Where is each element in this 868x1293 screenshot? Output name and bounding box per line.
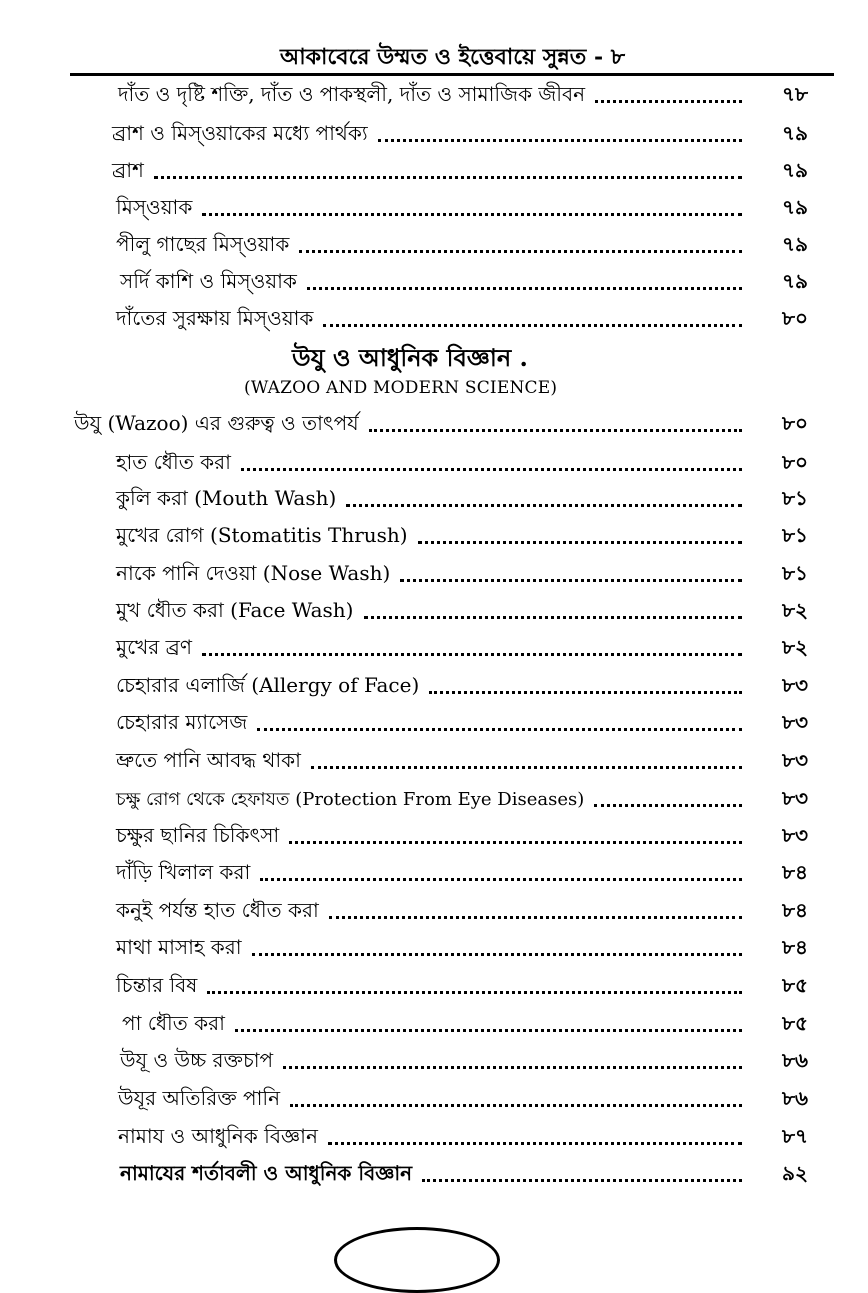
dot-leader (422, 1179, 742, 1182)
toc-entry-title: নাকে পানি দেওয়া (Nose Wash) (116, 560, 391, 585)
toc-entry-page: ৮৩ (782, 709, 808, 734)
toc-entry-page: ৯২ (782, 1160, 808, 1185)
toc-entry (112, 118, 808, 152)
dot-leader (252, 953, 742, 956)
dot-leader (235, 1029, 742, 1032)
toc-entry (116, 632, 808, 666)
section-subtitle: (WAZOO AND MODERN SCIENCE) (244, 378, 558, 398)
toc-entry (116, 820, 808, 854)
toc-entry-page: ৭৯ (782, 157, 808, 182)
toc-entry-title: কনুই পর্যন্ত হাত ধৌত করা (116, 897, 319, 922)
toc-entry-page: ৮৪ (782, 934, 808, 959)
toc-entry-title: মুখের রোগ (Stomatitis Thrush) (116, 522, 408, 547)
toc-entry-title: চিন্তার বিষ (116, 972, 198, 997)
toc-entry (118, 1083, 808, 1117)
toc-entry-page: ৮০ (782, 449, 808, 474)
toc-entry-page: ৭৮ (782, 81, 808, 106)
dot-leader (323, 324, 742, 327)
toc-entry (116, 558, 808, 592)
toc-entry (116, 783, 808, 817)
toc-entry-title: দাঁড়ি খিলাল করা (116, 859, 251, 884)
toc-entry (116, 303, 808, 337)
toc-entry-page: ৮৩ (782, 672, 808, 697)
toc-entry (116, 447, 808, 481)
toc-entry (116, 192, 808, 226)
toc-entry (116, 520, 808, 554)
toc-entry-title: মুখ ধৌত করা (Face Wash) (116, 597, 354, 622)
toc-entry (116, 483, 808, 517)
toc-entry-page: ৮২ (782, 634, 808, 659)
toc-entry-page: ৮১ (782, 522, 808, 547)
toc-entry-page: ৮৪ (782, 859, 808, 884)
toc-entry-title: চক্ষু রোগ থেকে হেফাযত (Protection From Eye Diseases) (116, 788, 585, 810)
toc-entry-page: ৮৩ (782, 785, 808, 810)
toc-entry (112, 155, 808, 189)
toc-entry-page: ৮০ (782, 305, 808, 330)
dot-leader (311, 766, 742, 769)
dot-leader (202, 213, 742, 216)
toc-entry-page: ৮৫ (782, 972, 808, 997)
toc-entry-page: ৮৬ (782, 1047, 808, 1072)
toc-entry-title: উযু (Wazoo) এর গুরুত্ব ও তাৎপর্য (74, 410, 359, 435)
toc-entry (120, 266, 808, 300)
dot-leader (307, 287, 742, 290)
toc-entry-title: দাঁত ও দৃষ্টি শক্তি, দাঁত ও পাকস্থলী, দাঁত ও সামাজিক জীবন (118, 81, 586, 106)
toc-entry-title: চেহারার এলার্জি (Allergy of Face) (116, 672, 420, 697)
toc-entry-title: উযূর অতিরিক্ত পানি (118, 1085, 281, 1110)
toc-entry-page: ৮৩ (782, 747, 808, 772)
dot-leader (329, 916, 742, 919)
toc-entry (116, 932, 808, 966)
toc-entry-title: পা ধৌত করা (122, 1010, 225, 1035)
toc-entry-page: ৮৫ (782, 1010, 808, 1035)
toc-entry-title: কুলি করা (Mouth Wash) (116, 485, 337, 510)
dot-leader (429, 691, 742, 694)
toc-entry-page: ৮৪ (782, 897, 808, 922)
toc-entry-page: ৮২ (782, 597, 808, 622)
toc-entry (118, 79, 808, 113)
toc-entry-title: চক্ষুর ছানির চিকিৎসা (116, 822, 280, 847)
dot-leader (283, 1066, 742, 1069)
toc-entry-title: মাথা মাসাহ করা (116, 934, 242, 959)
toc-entry (116, 670, 808, 704)
dot-leader (594, 804, 742, 807)
toc-entry-page: ৭৯ (782, 120, 808, 145)
toc-entry (116, 970, 808, 1004)
toc-entry-page: ৭৯ (782, 268, 808, 293)
toc-entry-title: পীলু গাছের মিস্ওয়াক (116, 231, 290, 256)
toc-entry (122, 1008, 808, 1042)
dot-leader (290, 1104, 742, 1107)
toc-entry (116, 745, 808, 779)
dot-leader (202, 653, 742, 656)
dot-leader (595, 100, 742, 103)
dot-leader (207, 991, 742, 994)
toc-entry (74, 408, 808, 442)
dot-leader (369, 429, 742, 432)
toc-entry-title: ব্রাশ (112, 157, 144, 182)
toc-entry-page: ৮৭ (782, 1123, 808, 1148)
toc-entry-title: দাঁতের সুরক্ষায় মিস্ওয়াক (116, 305, 314, 330)
toc-entry-page: ৭৯ (782, 231, 808, 256)
running-header: আকাবেরে উম্মত ও ইত্তেবায়ে সুন্নত - ৮ (280, 44, 626, 70)
toc-entry (116, 229, 808, 263)
toc-entry-page: ৮১ (782, 560, 808, 585)
toc-entry-page: ৮৬ (782, 1085, 808, 1110)
toc-entry-title: চেহারার ম্যাসেজ (116, 709, 248, 734)
dot-leader (154, 176, 742, 179)
toc-entry-title: ভ্রুতে পানি আবদ্ধ থাকা (116, 747, 301, 772)
dot-leader (400, 579, 742, 582)
toc-entry (118, 1121, 808, 1155)
toc-entry (116, 707, 808, 741)
toc-entry-title: ব্রাশ ও মিস্ওয়াকের মধ্যে পার্থক্য (112, 120, 368, 145)
toc-entry-title: উযূ ও উচ্চ রক্তচাপ (120, 1047, 274, 1072)
section-title: উযু ও আধুনিক বিজ্ঞান . (292, 343, 528, 372)
toc-entry-title: সর্দি কাশি ও মিস্ওয়াক (120, 268, 297, 293)
toc-entry-title: হাত ধৌত করা (116, 449, 231, 474)
toc-entry (120, 1045, 808, 1079)
dot-leader (257, 728, 742, 731)
dot-leader (299, 250, 742, 253)
page-number-oval (334, 1227, 500, 1293)
dot-leader (378, 139, 742, 142)
toc-entry-page: ৮৩ (782, 822, 808, 847)
toc-entry (116, 895, 808, 929)
dot-leader (364, 616, 743, 619)
dot-leader (328, 1142, 742, 1145)
toc-entry-page: ৮১ (782, 485, 808, 510)
toc-entry-page: ৭৯ (782, 194, 808, 219)
dot-leader (289, 841, 742, 844)
toc-entry-title: মিস্ওয়াক (116, 194, 193, 219)
toc-entry-title: মুখের ব্রণ (116, 634, 192, 659)
toc-entry (120, 1158, 808, 1192)
toc-entry-page: ৮০ (782, 410, 808, 435)
dot-leader (418, 541, 742, 544)
dot-leader (260, 878, 742, 881)
toc-entry (116, 857, 808, 891)
toc-entry-title: নামায ও আধুনিক বিজ্ঞান (118, 1123, 318, 1148)
toc-entry-title: নামাযের শর্তাবলী ও আধুনিক বিজ্ঞান (120, 1160, 413, 1185)
dot-leader (346, 504, 742, 507)
toc-entry (116, 595, 808, 629)
dot-leader (241, 468, 742, 471)
